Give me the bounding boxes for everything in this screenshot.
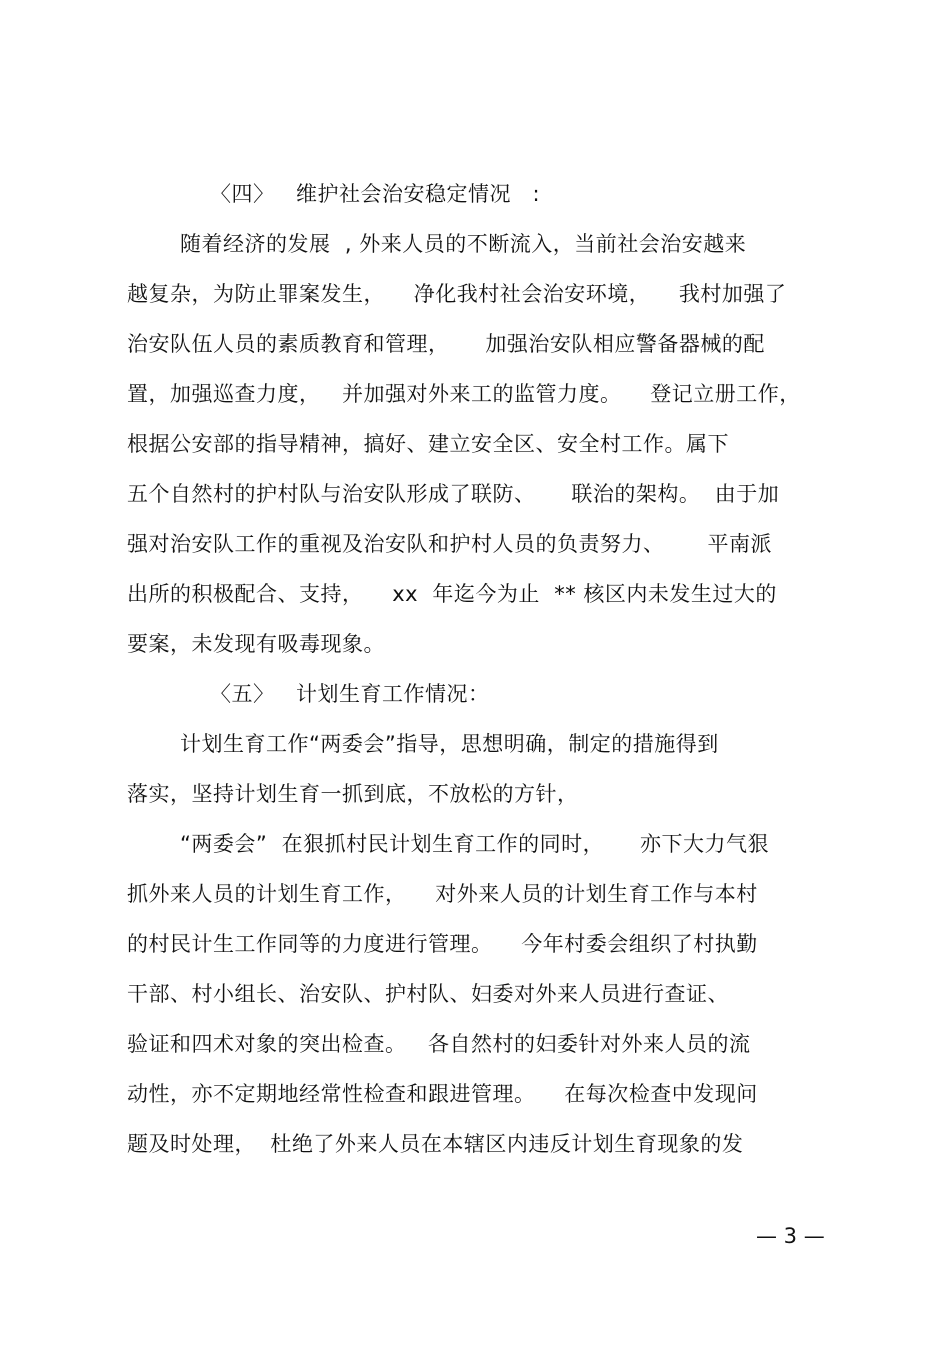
paragraph-line: 题及时处理， 杜绝了外来人员在本辖区内违反计划生育现象的发 <box>127 1132 744 1156</box>
paragraph-line: 治安队伍人员的素质教育和管理， 加强治安队相应警备器械的配 <box>127 332 765 356</box>
paragraph-line: 强对治安队工作的重视及治安队和护村人员的负责努力、 平南派 <box>127 532 773 556</box>
paragraph-line: 动性，亦不定期地经常性检查和跟进管理。 在每次检查中发现问 <box>127 1082 758 1106</box>
page-number: — 3 — <box>756 1224 825 1248</box>
paragraph-line: “两委会” 在狠抓村民计划生育工作的同时， 亦下大力气狠 <box>180 832 769 856</box>
paragraph-line: 五个自然村的护村队与治安队形成了联防、 联治的架构。 由于加 <box>127 482 780 506</box>
section-heading-four: 〈四〉 维护社会治安稳定情况 : <box>210 182 541 206</box>
paragraph-line: 计划生育工作“两委会”指导，思想明确，制定的措施得到 <box>180 732 719 756</box>
paragraph-line: 越复杂，为防止罪案发生， 净化我村社会治安环境， 我村加强了 <box>127 282 787 306</box>
paragraph-line: 干部、村小组长、治安队、护村队、妇委对外来人员进行查证、 <box>127 982 729 1006</box>
paragraph-line: 的村民计生工作同等的力度进行管理。 今年村委会组织了村执勤 <box>127 932 758 956</box>
paragraph-line: 抓外来人员的计划生育工作， 对外来人员的计划生育工作与本村 <box>127 882 758 906</box>
paragraph-line: 根据公安部的指导精神，搞好、建立安全区、安全村工作。属下 <box>127 432 729 456</box>
paragraph-line: 置，加强巡查力度， 并加强对外来工的监管力度。 登记立册工作， <box>127 382 801 406</box>
paragraph-line: 验证和四术对象的突出检查。 各自然村的妇委针对外来人员的流 <box>127 1032 751 1056</box>
paragraph-line: 落实，坚持计划生育一抓到底，不放松的方针， <box>127 782 579 806</box>
paragraph-line: 出所的积极配合、支持， xx 年迄今为止 ** 核区内未发生过大的 <box>127 582 777 606</box>
paragraph-line: 要案，未发现有吸毒现象。 <box>127 632 385 656</box>
paragraph-line: 随着经济的发展 , 外来人员的不断流入，当前社会治安越来 <box>180 232 747 256</box>
section-heading-five: 〈五〉 计划生育工作情况： <box>210 682 490 706</box>
